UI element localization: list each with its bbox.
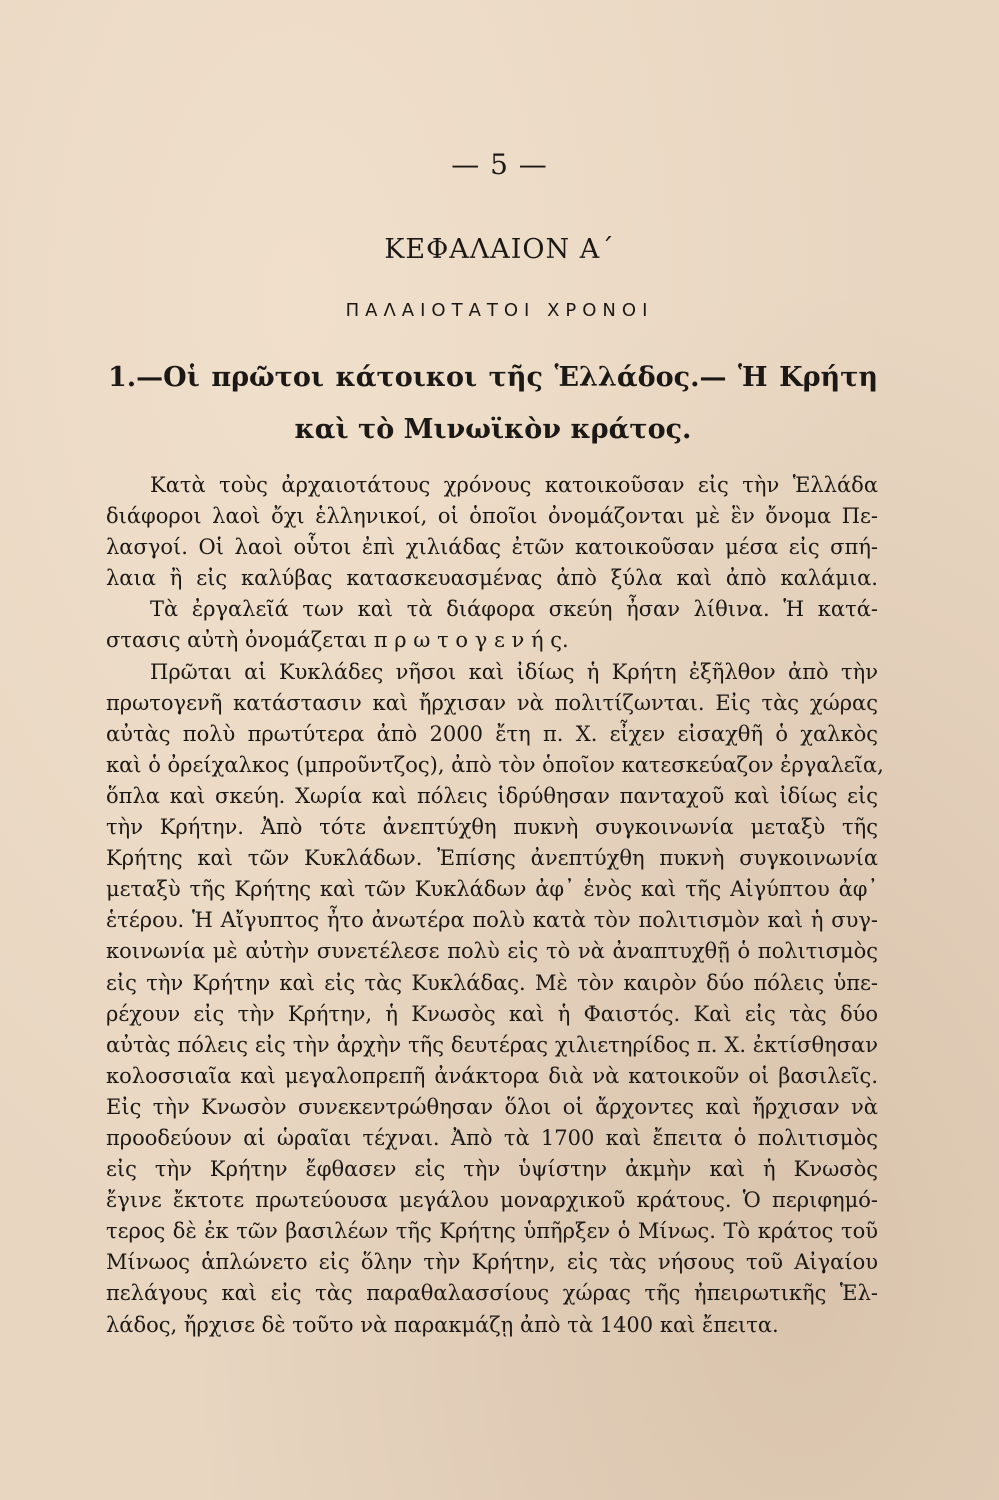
text-line: πελάγους καὶ εἰς τὰς παραθαλασσίους χώρας τῆς ἠπειρωτικῆς Ἑλ- — [106, 1281, 878, 1306]
chapter-title: ΚΕΦΑΛΑΙΟΝ Α΄ — [384, 234, 615, 265]
text-line: κολοσσιαῖα καὶ μεγαλοπρεπῆ ἀνάκτορα διὰ νὰ κατοικοῦν οἱ βασιλεῖς. — [106, 1063, 878, 1088]
section-heading-line-1: 1.—Οἱ πρῶτοι κάτοικοι τῆς Ἑλλάδος.— Ἡ Κρήτη — [108, 362, 878, 393]
paragraph-1 — [106, 470, 878, 657]
text-line: Εἰς τὴν Κνωσὸν συνεκεντρώθησαν ὅλοι οἱ ἄρχοντες καὶ ἤρχισαν νὰ — [106, 1094, 878, 1119]
section-heading-line-2: καὶ τὸ Μινωϊκὸν κράτος. — [294, 414, 692, 445]
text-line: Τὰ ἐργαλεῖά των καὶ τὰ διάφορα σκεύη ἦσαν λίθινα. Ἡ κατά- — [150, 597, 878, 622]
text-line: κοινωνία μὲ αὐτὴν συνετέλεσε πολὺ εἰς τὸ νὰ ἀναπτυχθῇ ὁ πολιτισμὸς — [106, 939, 878, 964]
text-line: Κατὰ τοὺς ἀρχαιοτάτους χρόνους κατοικοῦσαν εἰς τὴν Ἑλλάδα — [150, 473, 878, 497]
text-line: ἑτέρου. Ἡ Αἴγυπτος ἦτο ἀνωτέρα πολὺ κατὰ τὸν πολιτισμὸν καὶ ἡ συγ- — [106, 908, 878, 933]
section-heading — [108, 352, 878, 456]
text-line: ρέχουν εἰς τὴν Κρήτην, ἡ Κνωσὸς καὶ ἡ Φαιστός. Καὶ εἰς τὰς δύο — [106, 1001, 878, 1026]
text-line: πρωτογενῆ κατάστασιν καὶ ἤρχισαν νὰ πολιτίζωνται. Εἰς τὰς χώρας — [106, 690, 878, 715]
text-line: ἔγινε ἔκτοτε πρωτεύουσα μεγάλου μοναρχικοῦ κράτους. Ὁ περιφημό- — [106, 1188, 878, 1213]
body-text — [106, 470, 884, 1341]
text-line: Κρήτης καὶ τῶν Κυκλάδων. Ἐπίσης ἀνεπτύχθη πυκνὴ συγκοινωνία — [106, 846, 878, 871]
text-line: μεταξὺ τῆς Κρήτης καὶ τῶν Κυκλάδων ἀφ᾿ ἑνὸς καὶ τῆς Αἰγύπτου ἀφ᾿ — [106, 877, 878, 902]
text-line: ὅπλα καὶ σκεύη. Χωρία καὶ πόλεις ἱδρύθησαν πανταχοῦ καὶ ἰδίως εἰς — [106, 783, 878, 808]
text-line: λαια ἢ εἰς καλύβας κατασκευασμένας ἀπὸ ξύλα καὶ ἀπὸ καλάμια. — [106, 566, 878, 591]
text-line: εἰς τὴν Κρήτην καὶ εἰς τὰς Κυκλάδας. Μὲ τὸν καιρὸν δύο πόλεις ὑπε- — [106, 970, 878, 995]
text-line: στασις αὐτὴ ὀνομάζεται π ρ ω τ ο γ ε ν ή ς. — [106, 628, 569, 653]
text-line: τερος δὲ ἐκ τῶν βασιλέων τῆς Κρήτης ὑπῆρξεν ὁ Μίνως. Τὸ κράτος τοῦ — [106, 1219, 878, 1244]
text-line: αὐτὰς πόλεις εἰς τὴν ἀρχὴν τῆς δευτέρας χιλιετηρίδος π. Χ. ἐκτίσθησαν — [106, 1032, 878, 1057]
text-line: Μίνωος ἁπλώνετο εἰς ὅλην τὴν Κρήτην, εἰς τὰς νήσους τοῦ Αἰγαίου — [106, 1250, 878, 1275]
text-line: λασγοί. Οἱ λαοὶ οὗτοι ἐπὶ χιλιάδας ἐτῶν κατοικοῦσαν μέσα εἰς σπή- — [106, 535, 878, 560]
text-line: τὴν Κρήτην. Ἀπὸ τότε ἀνεπτύχθη πυκνὴ συγκοινωνία μεταξὺ τῆς — [106, 815, 878, 840]
text-line: προοδεύουν αἱ ὡραῖαι τέχναι. Ἀπὸ τὰ 1700 καὶ ἔπειτα ὁ πολιτισμὸς — [106, 1125, 878, 1150]
page-number: — 5 — — [451, 148, 548, 181]
chapter-subtitle: ΠΑΛΑΙΟΤΑΤΟΙ ΧΡΟΝΟΙ — [345, 300, 654, 321]
text-line: λάδος, ἤρχισε δὲ τοῦτο νὰ παρακμάζῃ ἀπὸ τὰ 1400 καὶ ἔπειτα. — [106, 1312, 779, 1337]
text-line: διάφοροι λαοὶ ὄχι ἑλληνικοί, οἱ ὁποῖοι ὀνομάζονται μὲ ἓν ὄνομα Πε- — [106, 504, 878, 529]
text-line: αὐτὰς πολὺ πρωτύτερα ἀπὸ 2000 ἔτη π. Χ. εἶχεν εἰσαχθῆ ὁ χαλκὸς — [106, 721, 878, 746]
text-line: καὶ ὁ ὀρείχαλκος (μπροῦντζος), ἀπὸ τὸν ὁποῖον κατεσκεύαζον ἐργαλεῖα, — [106, 752, 884, 777]
text-line: εἰς τὴν Κρήτην ἔφθασεν εἰς τὴν ὑψίστην ἀκμὴν καὶ ἡ Κνωσὸς — [106, 1157, 878, 1182]
paragraph-2 — [106, 657, 884, 1341]
text-line: Πρῶται αἱ Κυκλάδες νῆσοι καὶ ἰδίως ἡ Κρήτη ἐξῆλθον ἀπὸ τὴν — [150, 659, 878, 684]
